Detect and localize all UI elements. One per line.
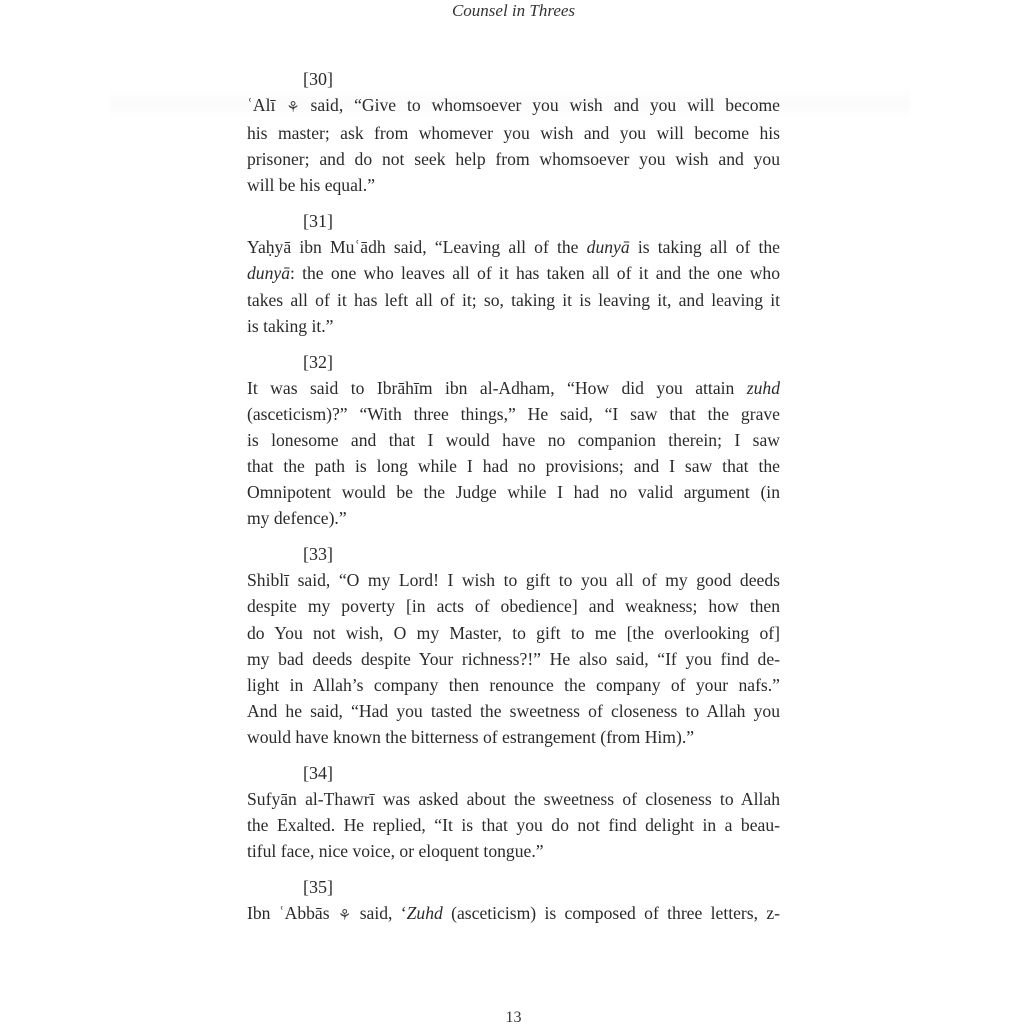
text-run: is taking it.”	[247, 315, 334, 336]
text-line	[247, 593, 780, 619]
entry-number: [34]	[303, 762, 333, 783]
text-run: takes all of it has left all of it; so, taking it is leaving it, and leaving it	[247, 289, 780, 310]
text-line	[247, 620, 780, 646]
text-run: Omnipotent would be the Judge while I had no valid argument (in	[247, 482, 780, 503]
text-line	[247, 92, 780, 120]
entry	[247, 874, 780, 928]
text-run: Sufyān al-Thawrī was asked about the sweetness of closeness to Allah	[247, 788, 780, 809]
italic-term: Zuhd	[406, 903, 443, 924]
text-run: despite my poverty [in acts of obedience] and weakness; how then	[247, 596, 780, 617]
entry	[247, 349, 780, 532]
text-line	[247, 172, 780, 198]
text-run: Ibn ʿAbbās	[247, 903, 338, 924]
entry-number: [33]	[303, 544, 333, 565]
running-head: Counsel in Threes	[451, 1, 576, 20]
text-line	[247, 287, 780, 313]
text-run: (asceticism)?” “With three things,” He said, “I saw that the grave	[247, 403, 780, 424]
entry-text	[247, 234, 780, 338]
entry	[247, 208, 780, 338]
entry-text	[247, 786, 780, 864]
text-line	[247, 646, 780, 672]
text-line	[247, 375, 780, 401]
text-run: light in Allah’s company then renounce the company of your nafs.”	[247, 674, 780, 695]
text-run: is lonesome and that I would have no companion therein; I saw	[247, 429, 780, 450]
text-line	[247, 234, 780, 260]
text-line	[247, 786, 780, 812]
text-run: will be his equal.”	[247, 175, 376, 196]
text-run: my bad deeds despite Your richness?!” He also said, “If you find de-	[247, 648, 780, 669]
entry-text	[247, 900, 780, 928]
entry	[247, 66, 780, 198]
text-run: do You not wish, O my Master, to gift to me [the overlooking of]	[247, 622, 780, 643]
text-block	[247, 66, 780, 938]
text-run: the Exalted. He replied, “It is that you do not find delight in a beau-	[247, 815, 780, 836]
text-line	[247, 567, 780, 593]
text-run: is taking all of the	[629, 237, 780, 258]
text-line	[247, 260, 780, 286]
text-line	[247, 505, 780, 531]
page-number: 13	[505, 1009, 522, 1026]
italic-term: dunyā	[586, 237, 630, 258]
text-run: his master; ask from whomever you wish and you will become his	[247, 123, 780, 144]
text-line	[247, 698, 780, 724]
text-line	[247, 313, 780, 339]
entry-text	[247, 92, 780, 198]
entry-text	[247, 375, 780, 532]
text-run: (asceticism) is composed of three letters, z-	[442, 903, 780, 924]
text-line	[247, 427, 780, 453]
italic-term: zuhd	[746, 377, 780, 398]
entry	[247, 541, 780, 750]
text-line	[247, 838, 780, 864]
text-run: It was said to Ibrāhīm ibn al-Adham, “How did you attain	[247, 377, 747, 398]
text-line	[247, 401, 780, 427]
text-line	[247, 724, 780, 750]
entry	[247, 760, 780, 864]
text-line	[247, 812, 780, 838]
text-line	[247, 120, 780, 146]
text-run: that the path is long while I had no provisions; and I saw that the	[247, 456, 780, 477]
entry-number: [32]	[303, 351, 333, 372]
text-run: would have known the bitterness of estrangement (from Him).”	[247, 726, 695, 747]
text-run: prisoner; and do not seek help from whomsoever you wish and you	[247, 149, 780, 170]
honorific-icon: ⚘	[286, 100, 300, 116]
text-line	[247, 672, 780, 698]
text-run: Shiblī said, “O my Lord! I wish to gift to you all of my good deeds	[247, 570, 780, 591]
text-run: said, “Give to whomsoever you wish and you will become	[299, 95, 780, 115]
text-line	[247, 453, 780, 479]
text-run: tiful face, nice voice, or eloquent tongue.”	[247, 841, 544, 862]
text-line	[247, 900, 780, 928]
text-run: And he said, “Had you tasted the sweetness of closeness to Allah you	[247, 700, 780, 721]
text-line	[247, 146, 780, 172]
entry-number: [30]	[303, 69, 333, 89]
entry-number: [35]	[303, 877, 333, 898]
text-run: : the one who leaves all of it has taken all of it and the one who	[290, 263, 780, 284]
italic-term: dunyā	[247, 263, 290, 284]
text-run: my defence).”	[247, 508, 347, 529]
entry-number: [31]	[303, 211, 333, 232]
text-run: said, ‘	[351, 903, 407, 924]
text-line	[247, 479, 780, 505]
text-run: Yaḥyā ibn Muʿādh said, “Leaving all of the	[247, 237, 587, 258]
honorific-icon: ⚘	[337, 908, 352, 925]
text-run: ʿAlī	[247, 95, 287, 115]
entry-text	[247, 567, 780, 750]
